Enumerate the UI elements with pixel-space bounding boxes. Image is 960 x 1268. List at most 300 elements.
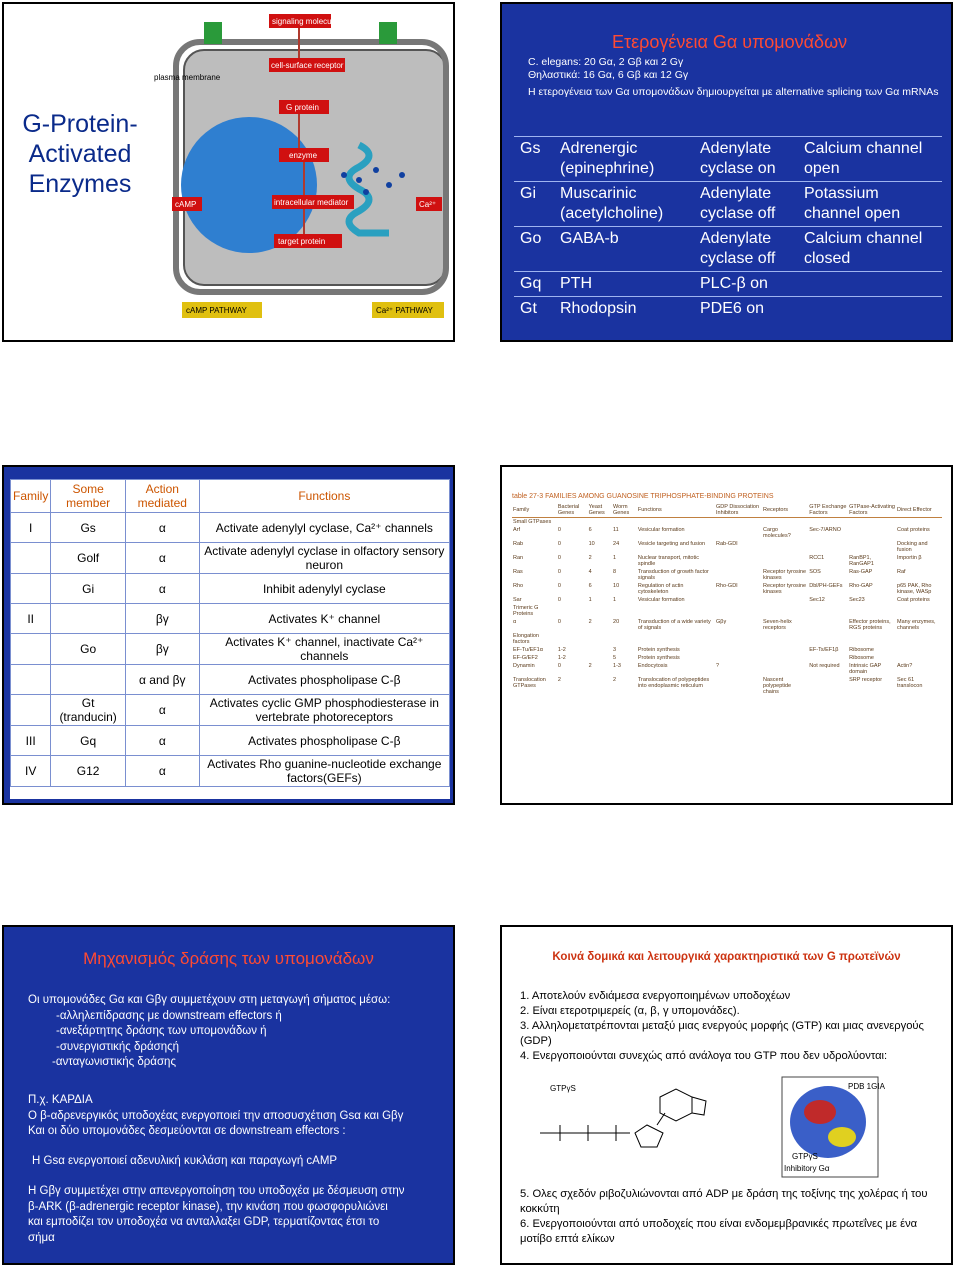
slide-g-protein-enzymes: [2, 2, 455, 342]
features-list1: [520, 989, 940, 1064]
protein-structure: [782, 1077, 878, 1177]
table-cell: [896, 518, 942, 527]
camp-label: cAMP: [175, 200, 197, 209]
table-row: [512, 568, 942, 582]
table-cell: 10: [588, 541, 595, 547]
para-line: Π.χ. ΚΑΡΔΙΑ: [28, 1094, 93, 1106]
table-cell: [11, 543, 51, 574]
table-cell: [612, 604, 637, 618]
table-cell: [762, 554, 808, 568]
table-cell: [11, 665, 51, 695]
table-cell: 1-2: [557, 647, 566, 653]
table-cell: Adrenergic (epinephrine): [554, 137, 694, 182]
table-cell: Vesicular formation: [637, 527, 685, 533]
table-row: [512, 676, 942, 696]
intro-line: Θηλαστικά: 16 Gα, 6 Gβ και 12 Gγ: [528, 69, 689, 81]
table-cell: SOS: [809, 569, 821, 575]
features-list2: [520, 1187, 940, 1247]
slide6-heading: Κοινά δομικά και λειτουργικά χαρακτηριστικά των G πρωτεϊνών: [552, 951, 901, 963]
table-cell: 5: [613, 655, 617, 661]
table-cell: Endocytosis: [637, 663, 668, 669]
table-cell: Activates K⁺ channel, inactivate Ca²⁺ channels: [199, 634, 449, 665]
table-cell: [715, 676, 762, 696]
column-header: Receptors: [762, 503, 808, 518]
para-line: -ανταγωνιστικής δράσης: [52, 1056, 176, 1068]
table-cell: Activate adenylyl cyclase in olfactory sensory neuron: [199, 543, 449, 574]
table-row: [11, 634, 450, 665]
table-cell: GABA-b: [554, 227, 694, 272]
table-cell: Actin?: [897, 663, 913, 669]
table-cell: [11, 634, 51, 665]
table-cell: 0: [557, 597, 561, 603]
table-cell: 24: [613, 541, 620, 547]
table-cell: [588, 676, 612, 696]
column-header: Functions: [199, 480, 449, 513]
table-caption: table 27-3 FAMILIES AMONG GUANOSINE TRIPHOSPHATE-BINDING PROTEINS: [512, 493, 774, 500]
table-cell: Gi: [514, 182, 554, 227]
ca2-label: Ca²⁺: [419, 200, 437, 209]
table-cell: Ribosome: [849, 655, 874, 661]
table-cell: Docking and fusion: [897, 541, 928, 553]
table-cell: Not required: [809, 663, 840, 669]
table-row: [512, 518, 942, 527]
table-cell: III: [11, 726, 51, 756]
table-cell: Gi: [51, 574, 126, 604]
table-cell: [11, 695, 51, 726]
table-cell: Gt (tranducin): [51, 695, 126, 726]
table-cell: G12: [51, 756, 126, 787]
table-cell: [51, 665, 126, 695]
table-cell: [896, 646, 942, 654]
signaling-diagram: [154, 10, 450, 334]
table-cell: βγ: [125, 604, 199, 634]
table-cell: [715, 646, 762, 654]
feature-item: 5. Ολες σχεδόν ριβοζυλιώνονται από ADP με δράση της τοξίνης της χολέρας ή του κοκκύτη: [520, 1188, 928, 1215]
table-cell: 6: [588, 583, 592, 589]
table-cell: Golf: [51, 543, 126, 574]
table-cell: Receptor tyrosine kinases: [762, 569, 807, 581]
table-cell: 1: [588, 597, 592, 603]
table-row: [514, 182, 942, 227]
table-cell: Activates phospholipase C-β: [199, 665, 449, 695]
table-row: [514, 137, 942, 182]
table-row: [11, 543, 450, 574]
table-cell: [762, 604, 808, 618]
table-cell: [715, 518, 762, 527]
table-cell: [715, 596, 762, 604]
table-row: [11, 665, 450, 695]
para-line: Ο β-αδρενεργικός υποδοχέας ενεργοποιεί την αποσυσχέτιση Gsα και Gβγ: [28, 1109, 404, 1122]
table-cell: Dbl/PH-GEFs: [809, 583, 843, 589]
table-cell: II: [11, 604, 51, 634]
table-cell: 20: [613, 619, 620, 625]
table-cell: [715, 632, 762, 646]
table-row: [11, 513, 450, 543]
enzyme-label: enzyme: [289, 151, 318, 160]
table-cell: [762, 646, 808, 654]
table-cell: α: [125, 574, 199, 604]
slide-g-protein-families: [2, 465, 455, 805]
table-cell: [11, 574, 51, 604]
table-cell: Inhibit adenylyl cyclase: [199, 574, 449, 604]
table-cell: Rab-GDI: [716, 541, 738, 547]
table-cell: Rho-GAP: [849, 583, 873, 589]
table-cell: [715, 526, 762, 540]
table-cell: 2: [613, 677, 617, 683]
table-cell: [808, 618, 848, 632]
table-cell: 6: [588, 527, 592, 533]
para-line: Η Gβγ συμμετέχει στην απενεργοποίηση του υποδοχέα με δέσμευση στην: [28, 1185, 405, 1197]
table-cell: [848, 526, 896, 540]
table-row: [11, 695, 450, 726]
table-row: [512, 582, 942, 596]
table-cell: Gs: [51, 513, 126, 543]
slide-galpha-heterogeneity: [500, 2, 953, 342]
column-header: Worm Genes: [612, 503, 637, 518]
table-cell: 2: [588, 663, 592, 669]
para-line: -συνεργιστικής δράσηςή: [56, 1040, 180, 1053]
gtpgs-label-2: GTPγS: [792, 1152, 818, 1161]
table-cell: p65 PAK, Rho kinase, WASp: [897, 583, 932, 595]
table-cell: [557, 604, 588, 618]
table-row: [512, 596, 942, 604]
table-cell: 1-3: [613, 663, 621, 669]
table-cell: Potassium channel open: [798, 182, 942, 227]
table-cell: Sec-7/ARNO: [809, 527, 842, 533]
table-cell: [762, 596, 808, 604]
table-row: [512, 646, 942, 654]
table-row: [512, 526, 942, 540]
slide1-title: G-Protein-Activated Enzymes: [22, 110, 138, 198]
column-header: GTPase-Activating Factors: [849, 504, 895, 516]
galpha-table: [514, 136, 942, 321]
mechanism-para2: [28, 1093, 403, 1140]
column-header: Family: [11, 480, 51, 513]
table-cell: Coat proteins: [897, 527, 930, 533]
table-cell: Cargo molecules?: [762, 527, 791, 539]
column-header: Direct Effector: [896, 503, 942, 518]
table-cell: Protein synthesis: [637, 647, 680, 653]
table-cell: [637, 518, 715, 527]
intro-line: C. elegans: 20 Gα, 2 Gβ και 2 Gγ: [528, 56, 684, 68]
table-cell: Gt: [514, 297, 554, 322]
table-cell: 2: [588, 619, 592, 625]
slide5-heading: Μηχανισμός δράσης των υπομονάδων: [83, 949, 374, 968]
slide-common-features: [500, 925, 953, 1265]
table-cell: Sec12: [809, 597, 825, 603]
receptor-right: [379, 22, 397, 44]
table-cell: Gq: [514, 272, 554, 297]
table-cell: [848, 604, 896, 618]
table-cell: Calcium channel open: [798, 137, 942, 182]
table-cell: βγ: [125, 634, 199, 665]
table-cell: [588, 646, 612, 654]
gtp-table-wrap: [512, 503, 942, 696]
column-header: GDP Dissociation Inhibitors: [715, 503, 762, 518]
feature-item: 4. Ενεργοποιούνται συνεχώς από ανάλογα του GTP που δεν υδρολύονται:: [520, 1050, 888, 1062]
table-cell: α and βγ: [125, 665, 199, 695]
table-cell: Sec 61 translocon: [897, 677, 923, 689]
table-cell: Rho: [513, 583, 524, 589]
table-cell: EF-Ts/EF1β: [809, 647, 839, 653]
table-cell: [762, 632, 808, 646]
table-cell: [848, 540, 896, 554]
table-cell: 1-2: [557, 655, 566, 661]
table-cell: Translocation of polypeptides into endoplasmic reticulum: [637, 677, 710, 689]
feature-item: 1. Αποτελούν ενδιάμεσα ενεργοποιημένων υποδοχέων: [520, 990, 791, 1002]
table-cell: Ras-GAP: [849, 569, 873, 575]
table-cell: [588, 654, 612, 662]
families-table-wrap: [10, 479, 450, 799]
para-line: σήμα: [28, 1231, 55, 1244]
table-cell: Gq: [51, 726, 126, 756]
table-cell: Nuclear transport, mitotic spindle: [637, 555, 699, 567]
table-cell: 2: [557, 677, 561, 683]
table-cell: 0: [557, 619, 561, 625]
para-line: -αλληλεπίδρασης με downstream effectors ή: [56, 1009, 282, 1022]
table-row: [512, 654, 942, 662]
gtp-table: [512, 503, 942, 696]
table-cell: Activate adenylyl cyclase, Ca²⁺ channels: [199, 513, 449, 543]
table-cell: [715, 654, 762, 662]
table-cell: α: [125, 726, 199, 756]
column-header: Family: [512, 503, 557, 518]
table-row: [512, 618, 942, 632]
table-cell: EF-Tu/EF1α: [513, 647, 543, 653]
signaling-molecule-label: signaling molecule: [272, 17, 338, 26]
table-cell: Sar: [513, 597, 522, 603]
intracellular-mediator-label: intracellular mediator: [274, 198, 349, 207]
table-cell: Sec23: [849, 597, 865, 603]
table-cell: Go: [51, 634, 126, 665]
table-cell: Transduction of growth factor signals: [637, 569, 709, 581]
table-row: [512, 540, 942, 554]
table-cell: [588, 632, 612, 646]
table-row: [11, 604, 450, 634]
para-line: Και οι δύο υπομονάδες δεσμεύονται σε downstream effectors :: [28, 1125, 346, 1137]
table-cell: Small GTPases: [513, 519, 552, 525]
table-cell: Activates cyclic GMP phosphodiesterase in vertebrate photoreceptors: [199, 695, 449, 726]
table-cell: 0: [557, 569, 561, 575]
table-cell: [808, 604, 848, 618]
table-cell: Transduction of a wide variety of signals: [637, 619, 711, 631]
table-cell: SRP receptor: [849, 677, 883, 683]
table-cell: Adenylate cyclase off: [694, 182, 798, 227]
table-cell: [808, 654, 848, 662]
ca-pathway-label: Ca²⁺ PATHWAY: [376, 306, 433, 315]
table-cell: Ribosome: [849, 647, 874, 653]
table-cell: Trimeric G Proteins: [513, 605, 539, 617]
table-cell: Dynamin: [513, 663, 535, 669]
camp-pathway-label: cAMP PATHWAY: [186, 306, 247, 315]
gtpgs-figure: [520, 1067, 940, 1182]
table-cell: PDE6 on: [694, 297, 798, 322]
nucleus: [181, 117, 317, 253]
table-cell: 0: [557, 527, 561, 533]
table-cell: 1: [613, 555, 617, 561]
table-cell: Rhodopsin: [554, 297, 694, 322]
table-row: [514, 297, 942, 322]
table-cell: 3: [613, 647, 617, 653]
table-cell: [715, 568, 762, 582]
table-cell: 0: [557, 555, 561, 561]
table-cell: Adenylate cyclase off: [694, 227, 798, 272]
column-header: GTP Exchange Factors: [809, 504, 847, 516]
table-cell: Translocation GTPases: [513, 677, 546, 689]
table-cell: [848, 518, 896, 527]
table-row: [512, 604, 942, 618]
feature-item: 6. Ενεργοποιούνται από υποδοχείς που είναι ενδομεμβρανικές πρωτεΐνες με ένα μοτίβο επτά ελίκων: [520, 1218, 918, 1245]
table-cell: [637, 604, 715, 618]
table-cell: Vesicle targeting and fusion: [637, 541, 706, 547]
table-cell: Muscarinic (acetylcholine): [554, 182, 694, 227]
table-cell: RCC1: [809, 555, 825, 561]
table-row: [11, 574, 450, 604]
table-row: [11, 726, 450, 756]
feature-item: 3. Αλληλομετατρέπονται μεταξύ μιας ενεργούς μορφής (GTP) και μιας ανενεργούς (GDP): [520, 1020, 924, 1047]
inhibitory-label: Inhibitory Gα: [784, 1164, 830, 1173]
table-cell: I: [11, 513, 51, 543]
table-cell: α: [125, 513, 199, 543]
slide-mechanism: [2, 925, 455, 1265]
table-cell: Regulation of actin cytoskeleton: [637, 583, 684, 595]
slide-gtp-binding-families: [500, 465, 953, 805]
para-line: Οι υπομονάδες Gα και Gβγ συμμετέχουν στη μεταγωγή σήματος μέσω:: [28, 994, 391, 1006]
table-cell: Many enzymes, channels: [897, 619, 936, 631]
table-cell: IV: [11, 756, 51, 787]
table-cell: Seven-helix receptors: [762, 619, 792, 631]
para-line: και εμποδίζει τον υποδοχέα να ανταλλαξει GDP, τερματίζοντας έτσι το: [28, 1216, 380, 1228]
table-cell: Raf: [897, 569, 906, 575]
table-cell: PTH: [554, 272, 694, 297]
table-cell: 0: [557, 583, 561, 589]
table-cell: Calcium channel closed: [798, 227, 942, 272]
table-row: [512, 632, 942, 646]
table-cell: α: [125, 695, 199, 726]
table-cell: 0: [557, 541, 561, 547]
table-cell: [808, 540, 848, 554]
table-cell: Go: [514, 227, 554, 272]
table-cell: RanBP1, RanGAP1: [849, 555, 874, 567]
table-cell: Nascent polypeptide chains: [762, 677, 792, 695]
table-cell: [715, 604, 762, 618]
table-cell: [637, 632, 715, 646]
table-cell: 1: [613, 597, 617, 603]
mechanism-para4: [28, 1184, 405, 1246]
table-cell: [588, 604, 612, 618]
table-cell: 4: [588, 569, 592, 575]
table-cell: [798, 297, 942, 322]
table-cell: ?: [716, 663, 720, 669]
slide2-intro: [528, 56, 948, 99]
table-cell: Effector proteins, RGS proteins: [849, 619, 891, 631]
table-cell: Activates Rho guanine-nucleotide exchange factors(GEFs): [199, 756, 449, 787]
table-cell: [557, 632, 588, 646]
table-cell: [896, 654, 942, 662]
table-cell: 8: [613, 569, 617, 575]
pdb-label: PDB 1GIA: [848, 1082, 885, 1091]
table-cell: [557, 518, 588, 527]
table-cell: Importin β: [897, 555, 922, 561]
para-line: -ανεξάρτητης δράσης των υπομονάδων ή: [56, 1025, 267, 1037]
table-cell: Activates phospholipase C-β: [199, 726, 449, 756]
column-header: Some member: [51, 480, 126, 513]
table-cell: [762, 654, 808, 662]
table-cell: Intrinsic GAP domain: [849, 663, 882, 675]
table-cell: [612, 518, 637, 527]
cell-signaling-diagram: [154, 10, 450, 334]
table-cell: 10: [613, 583, 620, 589]
table-cell: [588, 518, 612, 527]
table-cell: [762, 540, 808, 554]
table-row: [514, 272, 942, 297]
table-cell: EF-G/EF2: [513, 655, 538, 661]
table-cell: [798, 272, 942, 297]
table-cell: [808, 676, 848, 696]
intro-line: Η ετερογένεια των Gα υπομονάδων δημιουργείται με alternative splicing των Gα mRNAs: [528, 86, 939, 98]
table-cell: Rho-GDI: [716, 583, 738, 589]
table-cell: 2: [588, 555, 592, 561]
table-cell: α: [513, 619, 517, 625]
table-cell: [51, 604, 126, 634]
target-protein-label: target protein: [278, 237, 326, 246]
table-cell: Ran: [513, 555, 524, 561]
mechanism-para3: Η Gsα ενεργοποιεί αδενυλική κυκλάση και παραγωγή cAMP: [32, 1155, 338, 1167]
receptor-left: [204, 22, 222, 44]
table-cell: Arf: [513, 527, 521, 533]
table-cell: 11: [613, 527, 619, 533]
column-header: Action mediated: [125, 480, 199, 513]
table-cell: [762, 662, 808, 676]
table-cell: [808, 518, 848, 527]
families-table: [10, 479, 450, 787]
column-header: Yeast Genes: [588, 503, 612, 518]
table-cell: [762, 518, 808, 527]
table-cell: [715, 554, 762, 568]
para-line: β-ARK (β-adrenergic receptor kinase), την κινάση που φωσφορυλιώνει: [28, 1200, 388, 1213]
table-cell: Vesicular formation: [637, 597, 685, 603]
table-cell: 0: [557, 663, 561, 669]
table-cell: [808, 632, 848, 646]
feature-item: 2. Είναι ετεροτριμερείς (α, β, γ υπομονάδες).: [520, 1005, 740, 1017]
table-cell: Receptor tyrosine kinases: [762, 583, 807, 595]
table-row: [512, 662, 942, 676]
table-cell: Coat proteins: [897, 597, 930, 603]
table-cell: Gs: [514, 137, 554, 182]
table-cell: Adenylate cyclase on: [694, 137, 798, 182]
table-cell: Elongation factors: [513, 633, 539, 645]
table-cell: Rab: [513, 541, 524, 547]
table-cell: [896, 604, 942, 618]
table-cell: Gβγ: [716, 619, 727, 625]
column-header: Bacterial Genes: [557, 503, 588, 518]
g-protein-label: G protein: [286, 103, 319, 112]
table-cell: [896, 632, 942, 646]
gtpgs-label: GTPγS: [550, 1084, 576, 1093]
table-cell: Ras: [513, 569, 523, 575]
table-row: [514, 227, 942, 272]
table-row: [11, 756, 450, 787]
table-row: [512, 554, 942, 568]
cell-surface-receptor-label: cell-surface receptor: [271, 61, 344, 70]
table-cell: [612, 632, 637, 646]
table-cell: α: [125, 543, 199, 574]
table-cell: Activates K⁺ channel: [199, 604, 449, 634]
table-cell: PLC-β on: [694, 272, 798, 297]
table-cell: [848, 632, 896, 646]
table-cell: α: [125, 756, 199, 787]
slide2-heading: Ετερογένεια Gα υπομονάδων: [612, 32, 848, 52]
